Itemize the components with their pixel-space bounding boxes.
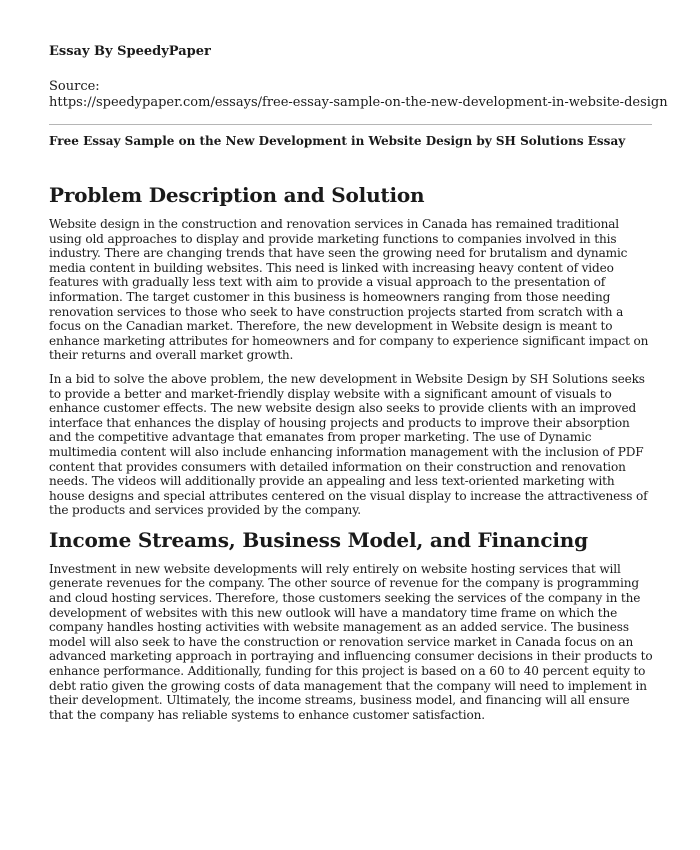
source-header xyxy=(49,44,668,111)
source-label: Source: xyxy=(49,79,100,94)
essay-body xyxy=(49,182,653,731)
section-heading-problem: Problem Description and Solution xyxy=(49,183,425,207)
essay-author-line: Essay By SpeedyPaper xyxy=(49,44,211,59)
paragraph: Investment in new website developments will rely entirely on website hosting services that will generate revenues for the company. The other source of revenue for the company is programming and cloud hosting services. Therefore, those customers seeking the services of the company in the development of websites with this new outlook will have a mandatory time frame on which the company handles hosting activities with website management as an added service. The business model will also seek to have the construction or renovation service market in Canada focus on an advanced marketing approach in portraying and influencing consumer decisions in their products to enhance performance. Additionally, funding for this project is based on a 60 to 40 percent equity to debt ratio given the growing costs of data management that the company will need to implement in their development. Ultimately, the income streams, business model, and financing will all ensure that the company has reliable systems to enhance customer satisfaction. xyxy=(49,561,653,722)
source-url: https://speedypaper.com/essays/free-essay-sample-on-the-new-development-in-website-design xyxy=(49,95,668,110)
section-heading-income: Income Streams, Business Model, and Financing xyxy=(49,527,588,552)
header-divider xyxy=(49,124,652,125)
paragraph: In a bid to solve the above problem, the new development in Website Design by SH Solutions seeks to provide a better and market-friendly display website with a significant amount of visuals to enhance customer effects. The new website design also seeks to provide clients with an improved interface that enhances the display of housing projects and products to improve their absorption and the competitive advantage that emanates from proper marketing. The use of Dynamic multimedia content will also include enhancing information management with the inclusion of PDF content that provides consumers with detailed information on their construction and renovation needs. The videos will additionally provide an appealing and less text-oriented marketing with house designs and special attributes centered on the visual display to increase the attractiveness of the products and services provided by the company. xyxy=(49,371,648,518)
paragraph: Website design in the construction and renovation services in Canada has remained traditional using old approaches to display and provide marketing functions to companies involved in this industry. There are changing trends that have seen the growing need for brutalism and dynamic media content in building websites. This need is linked with increasing heavy content of video features with gradually less text with aim to provide a visual approach to the presentation of information. The target customer in this business is homeowners ranging from those needing renovation services to those who seek to have construction projects started from scratch with a focus on the Canadian market. Therefore, the new development in Website design is meant to enhance marketing attributes for homeowners and for company to experience significant impact on their returns and overall market growth. xyxy=(49,217,649,363)
document-title: Free Essay Sample on the New Development in Website Design by SH Solutions Essay xyxy=(49,134,626,148)
